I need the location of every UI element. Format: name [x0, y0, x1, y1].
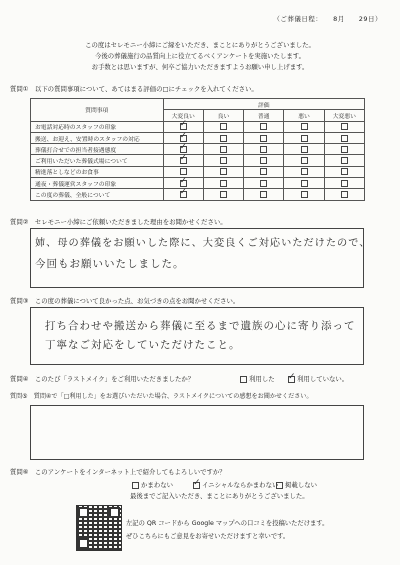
checkbox[interactable]	[220, 157, 227, 164]
checkbox[interactable]	[341, 146, 348, 153]
checkbox[interactable]	[276, 482, 283, 489]
qr-code-icon[interactable]	[76, 505, 122, 551]
intro-text	[0, 40, 400, 73]
rating-option-header: 悪い	[284, 110, 324, 121]
rating-row	[31, 144, 365, 155]
rating-option-header: 良い	[203, 110, 243, 121]
checkbox[interactable]	[341, 191, 348, 198]
checkbox-checked[interactable]	[180, 146, 187, 153]
checkbox[interactable]	[341, 168, 348, 175]
rating-item-label: お電話対応時のスタッフの印象	[31, 121, 164, 132]
item-header: 質問事項	[31, 99, 164, 122]
option-do-not-post[interactable]: 掲載しない	[276, 480, 317, 489]
rating-row	[31, 166, 365, 177]
footer-line: ぜひこちらにもご意見をお寄せいただけますと幸いです。	[126, 533, 290, 540]
question-5-label: 質問⑤ 質問④で「□利用した」をお選びいただいた場合、ラストメイクについての感想をお聞かせください。	[10, 393, 313, 400]
question-6-label: 質問⑥ このアンケートをインターネット上で紹介してもよろしいですか？	[10, 468, 226, 476]
checkbox[interactable]	[301, 135, 308, 142]
intro-line: お手数とは思いますが、何卒ご協力いただきますようお願い申し上げます。	[91, 63, 309, 71]
option-used[interactable]: 利用した	[240, 374, 275, 383]
checkbox[interactable]	[301, 123, 308, 130]
option-ok[interactable]: かまわない	[132, 480, 173, 489]
checkbox[interactable]	[260, 123, 267, 130]
rating-row	[31, 132, 365, 143]
checkbox-checked[interactable]	[180, 191, 187, 198]
checkbox[interactable]	[220, 135, 227, 142]
checkbox[interactable]	[240, 376, 247, 383]
ceremony-date: （ご葬儀日程： 8月 29日）	[273, 15, 382, 23]
question-5-answer-box[interactable]	[30, 405, 364, 460]
rating-item-label: 葬儀打合せでの担当者接遇態度	[31, 144, 164, 155]
rating-item-label: ご利用いただいた葬儀式場について	[31, 155, 164, 166]
answer-line: 姉、母の葬儀をお願いした際に、大変良くご対応いただけたので、	[35, 238, 371, 249]
checkbox[interactable]	[260, 191, 267, 198]
question-3-label: 質問③ この度の葬儀について良かった点、お気づきの点をお聞かせください。	[10, 297, 240, 305]
question-2-answer-box[interactable]	[30, 228, 371, 288]
question-3-answer-box[interactable]	[30, 307, 364, 365]
checkbox-checked[interactable]	[180, 180, 187, 187]
rating-row	[31, 189, 365, 200]
checkbox[interactable]	[220, 180, 227, 187]
rating-header: 評価	[163, 99, 364, 110]
rating-row	[31, 121, 365, 132]
checkbox[interactable]	[301, 146, 308, 153]
checkbox[interactable]	[260, 157, 267, 164]
rating-option-header: 普通	[244, 110, 284, 121]
option-initials-ok[interactable]: ✓ イニシャルならかまわない	[193, 480, 278, 489]
answer-line: 丁寧なご対応をしていただけたこと。	[45, 339, 241, 351]
rating-item-label: この度の葬儀、全般について	[31, 189, 164, 200]
question-4-label: 質問④ このたび「ラストメイク」をご利用いただきましたか？	[10, 375, 195, 383]
checkbox[interactable]	[301, 157, 308, 164]
rating-item-label: 搬送、お迎え、安置時のスタッフの対応	[31, 132, 164, 143]
intro-line: この度はセレモニー小締にご縁をいただき、まことにありがとうございました。	[85, 41, 315, 49]
rating-item-label: 通夜・葬儀運営スタッフの印象	[31, 178, 164, 189]
question-2-label: 質問② セレモニー小締にご依頼いただきました理由をお聞かせください。	[10, 218, 227, 226]
checkbox-checked[interactable]	[193, 482, 200, 489]
checkbox[interactable]	[260, 146, 267, 153]
checkbox[interactable]	[220, 191, 227, 198]
checkbox[interactable]	[180, 168, 187, 175]
option-not-used[interactable]: ✓ 利用していない。	[288, 374, 348, 383]
checkbox[interactable]	[220, 146, 227, 153]
rating-option-header: 大変悪い	[324, 110, 364, 121]
checkbox-checked[interactable]	[288, 376, 295, 383]
checkbox[interactable]	[301, 168, 308, 175]
rating-table	[30, 98, 365, 201]
checkbox-checked[interactable]	[180, 135, 187, 142]
rating-option-header: 大変良い	[163, 110, 203, 121]
checkbox[interactable]	[301, 180, 308, 187]
checkbox[interactable]	[260, 135, 267, 142]
checkbox[interactable]	[301, 191, 308, 198]
answer-line: 打ち合わせや搬送から葬儀に至るまで遺族の心に寄り添って	[45, 320, 356, 332]
checkbox[interactable]	[132, 482, 139, 489]
checkbox[interactable]	[341, 180, 348, 187]
checkbox-checked[interactable]	[180, 123, 187, 130]
intro-line: 今後の葬儀施行の品質向上に役立てるべくアンケートを実施いたします。	[95, 52, 305, 60]
checkbox[interactable]	[220, 123, 227, 130]
checkbox-checked[interactable]	[180, 157, 187, 164]
footer-line: 左記の QR コードから Google マップへの口コミを投稿いただけます。	[126, 520, 329, 527]
checkbox[interactable]	[341, 157, 348, 164]
answer-line: 今回もお願いいたしました。	[35, 258, 185, 270]
rating-item-label: 精進落としなどのお食事	[31, 166, 164, 177]
rating-row	[31, 178, 365, 189]
checkbox[interactable]	[341, 135, 348, 142]
checkbox[interactable]	[220, 168, 227, 175]
checkbox[interactable]	[260, 168, 267, 175]
checkbox[interactable]	[341, 123, 348, 130]
thanks-note: 最後までご記入いただき、まことにありがとうございました。	[130, 492, 309, 500]
checkbox[interactable]	[260, 180, 267, 187]
rating-row	[31, 155, 365, 166]
question-1-label: 質問① 以下の質問事項について、あてはまる評価の□にチェックを入れてください。	[10, 85, 258, 93]
